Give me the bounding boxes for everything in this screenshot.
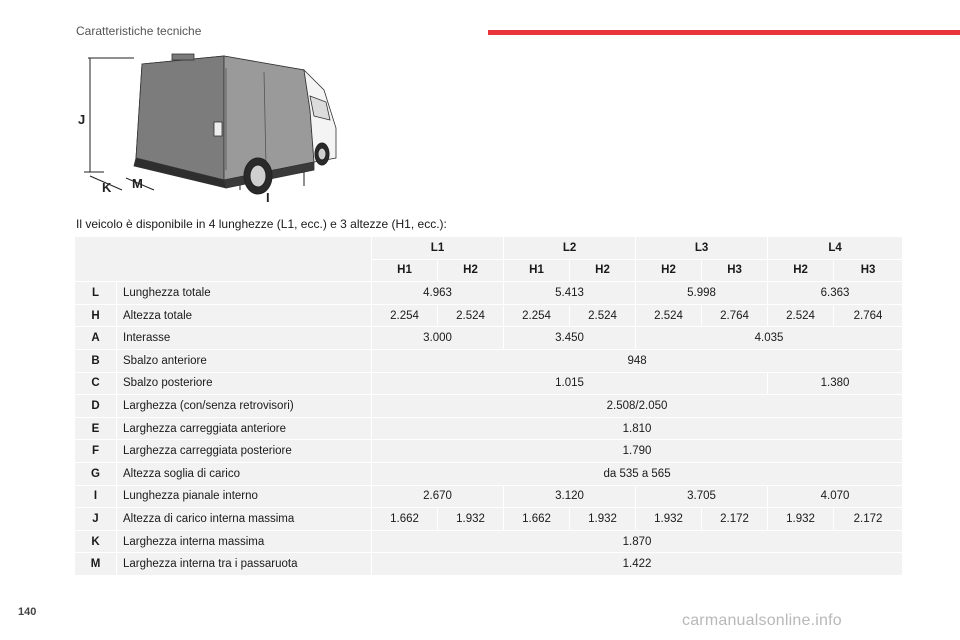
dimension-label: Interasse: [117, 327, 372, 350]
dimension-value: 1.932: [636, 508, 702, 531]
table-row: [75, 530, 903, 553]
dimension-label: Larghezza carreggiata posteriore: [117, 440, 372, 463]
dimension-code: D: [75, 395, 117, 418]
dimension-code: B: [75, 349, 117, 372]
table-row: [75, 485, 903, 508]
dimensions-table: [74, 236, 903, 576]
intro-text: Il veicolo è disponibile in 4 lunghezze (L1, ecc.) e 3 altezze (H1, ecc.):: [76, 217, 447, 231]
height-header: H3: [834, 259, 903, 282]
dimension-value: 2.172: [834, 508, 903, 531]
dimension-label: Sbalzo anteriore: [117, 349, 372, 372]
dimension-value: 1.662: [372, 508, 438, 531]
dimension-value: 5.413: [504, 282, 636, 305]
dimension-code: A: [75, 327, 117, 350]
height-header: H2: [768, 259, 834, 282]
dimension-code: M: [75, 553, 117, 576]
height-header: H3: [702, 259, 768, 282]
dimension-value: 1.932: [438, 508, 504, 531]
dimension-value: 3.705: [636, 485, 768, 508]
dimension-value: 2.172: [702, 508, 768, 531]
table-row: [75, 417, 903, 440]
table-corner: [75, 237, 372, 282]
dimension-value: 5.998: [636, 282, 768, 305]
dimension-value: 1.422: [372, 553, 903, 576]
dimension-label-j: J: [78, 112, 86, 127]
dimension-label: Larghezza interna tra i passaruota: [117, 553, 372, 576]
dimension-label-i: I: [266, 190, 270, 205]
table-row: [75, 462, 903, 485]
dimension-value: 3.000: [372, 327, 504, 350]
dimension-code: F: [75, 440, 117, 463]
dimension-value: 2.524: [768, 304, 834, 327]
dimension-code: J: [75, 508, 117, 531]
dimension-label: Lunghezza pianale interno: [117, 485, 372, 508]
dimension-value: 2.524: [636, 304, 702, 327]
dimension-value: 1.790: [372, 440, 903, 463]
dimension-value: 2.670: [372, 485, 504, 508]
dimension-label: Sbalzo posteriore: [117, 372, 372, 395]
height-header: H2: [636, 259, 702, 282]
height-header: H2: [570, 259, 636, 282]
dimension-code: C: [75, 372, 117, 395]
dimension-value: 2.524: [570, 304, 636, 327]
dimension-value: 4.035: [636, 327, 903, 350]
dimension-label: Lunghezza totale: [117, 282, 372, 305]
section-title: Caratteristiche tecniche: [76, 24, 202, 38]
dimension-value: 1.810: [372, 417, 903, 440]
dimension-label: Larghezza interna massima: [117, 530, 372, 553]
dimension-value: 2.508/2.050: [372, 395, 903, 418]
dimension-value: 3.120: [504, 485, 636, 508]
length-header: L2: [504, 237, 636, 260]
dimension-value: 4.070: [768, 485, 903, 508]
length-header: L3: [636, 237, 768, 260]
dimension-label: Larghezza (con/senza retrovisori): [117, 395, 372, 418]
dimension-value: 2.764: [702, 304, 768, 327]
table-row: [75, 327, 903, 350]
dimension-value: 3.450: [504, 327, 636, 350]
watermark: carmanualsonline.info: [682, 612, 842, 629]
table-row: [75, 553, 903, 576]
height-header: H1: [372, 259, 438, 282]
dimension-value: 2.764: [834, 304, 903, 327]
dimension-label-k: K: [102, 180, 112, 195]
dimension-code: L: [75, 282, 117, 305]
dimension-value: 2.254: [372, 304, 438, 327]
page-number: 140: [18, 606, 37, 618]
dimension-value: da 535 a 565: [372, 462, 903, 485]
table-row: [75, 508, 903, 531]
dimension-value: 1.870: [372, 530, 903, 553]
dimension-label: Altezza soglia di carico: [117, 462, 372, 485]
dimension-value: 2.254: [504, 304, 570, 327]
table-row: [75, 372, 903, 395]
table-row: [75, 440, 903, 463]
dimension-value: 1.015: [372, 372, 768, 395]
dimension-value: 948: [372, 349, 903, 372]
height-header: H2: [438, 259, 504, 282]
length-header-row: [75, 237, 903, 260]
dimension-value: 1.380: [768, 372, 903, 395]
dimension-code: K: [75, 530, 117, 553]
table-row: [75, 304, 903, 327]
dimension-value: 1.932: [768, 508, 834, 531]
dimension-code: E: [75, 417, 117, 440]
dimension-value: 4.963: [372, 282, 504, 305]
length-header: L1: [372, 237, 504, 260]
dimension-value: 1.932: [570, 508, 636, 531]
dimension-code: G: [75, 462, 117, 485]
length-header: L4: [768, 237, 903, 260]
height-header: H1: [504, 259, 570, 282]
dimension-value: 6.363: [768, 282, 903, 305]
dimension-label: Larghezza carreggiata anteriore: [117, 417, 372, 440]
dimension-value: 2.524: [438, 304, 504, 327]
dimension-label: Altezza di carico interna massima: [117, 508, 372, 531]
dimension-value: 1.662: [504, 508, 570, 531]
dimension-code: H: [75, 304, 117, 327]
dimension-label-m: M: [132, 176, 143, 191]
accent-bar: [488, 30, 960, 35]
table-row: [75, 349, 903, 372]
dimension-code: I: [75, 485, 117, 508]
table-row: [75, 282, 903, 305]
table-row: [75, 395, 903, 418]
dimension-label: Altezza totale: [117, 304, 372, 327]
van-dimensions-illustration: [74, 50, 344, 210]
